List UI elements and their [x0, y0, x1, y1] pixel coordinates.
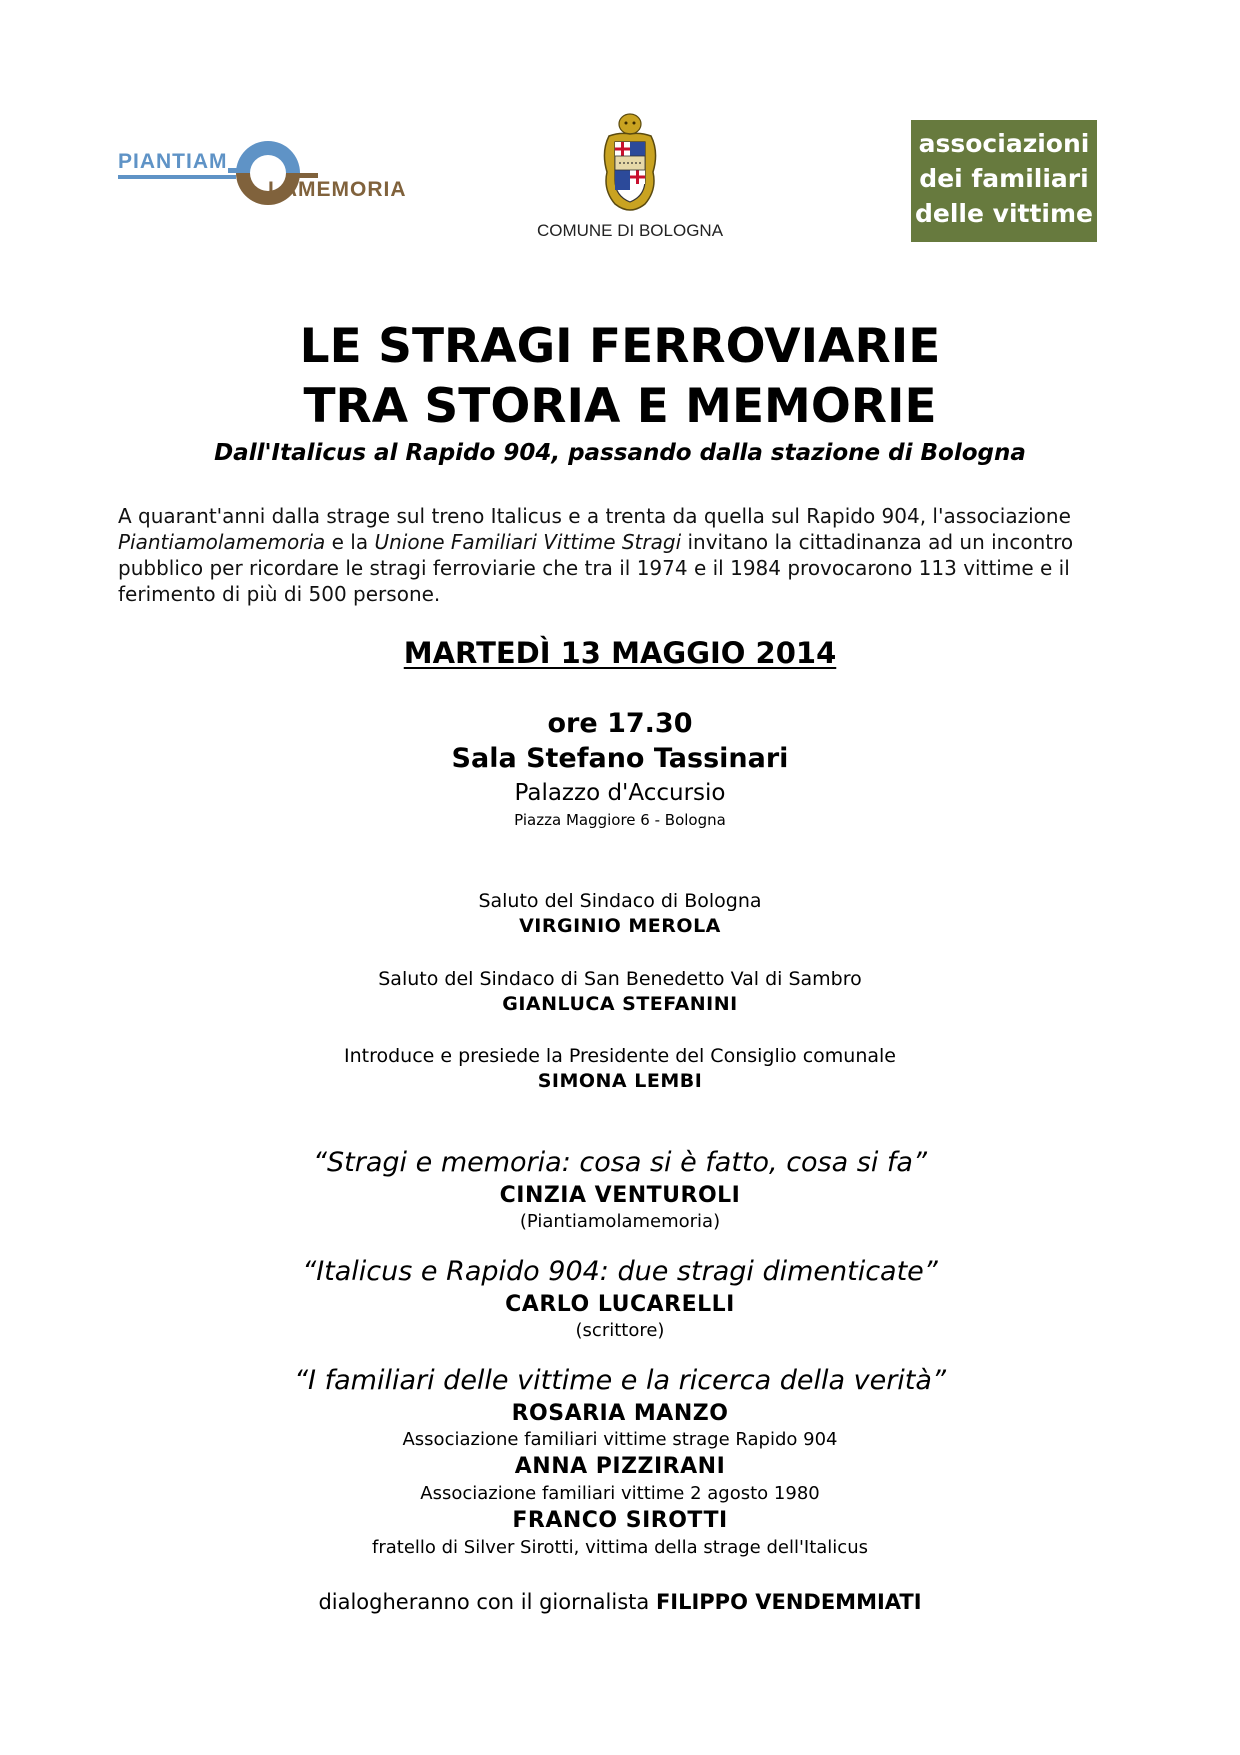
speaker-name: FRANCO SIROTTI	[512, 1508, 728, 1533]
logo-text-top: PIANTIAM	[118, 150, 228, 173]
comune-bologna-logo	[520, 112, 740, 247]
greeting-role: Saluto del Sindaco di Bologna	[478, 890, 762, 912]
speaker-affiliation: (scrittore)	[575, 1320, 665, 1341]
talk-title: “Stragi e memoria: cosa si è fatto, cosa si fa”	[313, 1147, 927, 1178]
speaker-affiliation: (Piantiamolamemoria)	[519, 1211, 721, 1232]
subtitle: Dall'Italicus al Rapido 904, passando dalla stazione di Bologna	[214, 440, 1026, 466]
logo-underline-blue	[118, 175, 236, 179]
event-building: Palazzo d'Accursio	[514, 780, 726, 806]
event-room: Sala Stefano Tassinari	[451, 743, 789, 774]
title-line-2: TRA STORIA E MEMORIE	[303, 379, 937, 434]
talk-title: “Italicus e Rapido 904: due stragi dimenticate”	[302, 1256, 938, 1287]
intro-line	[118, 529, 1128, 555]
greeting-name: VIRGINIO MEROLA	[519, 915, 721, 937]
speaker-name: CINZIA VENTUROLI	[499, 1183, 741, 1208]
speaker-affiliation: Associazione familiari vittime strage Rapido 904	[402, 1429, 838, 1450]
intro-paragraph	[118, 503, 1128, 607]
moderator-name: FILIPPO VENDEMMIATI	[655, 1590, 922, 1614]
intro-line: pubblico per ricordare le stragi ferroviarie che tra il 1974 e il 1984 provocarono 113 vittime e il	[118, 556, 1070, 580]
logo-line: dei familiari	[919, 164, 1089, 193]
speaker-affiliation: fratello di Silver Sirotti, vittima della strage dell'Italicus	[372, 1537, 868, 1558]
speaker-name: ANNA PIZZIRANI	[514, 1454, 726, 1479]
intro-text: e la	[325, 530, 375, 554]
associazioni-familiari-logo	[911, 120, 1097, 242]
intro-italic: Piantiamolamemoria	[118, 530, 326, 554]
event-address: Piazza Maggiore 6 - Bologna	[514, 811, 726, 829]
bologna-crest-icon	[595, 112, 665, 217]
greeting-name: SIMONA LEMBI	[537, 1070, 703, 1092]
speaker-name: CARLO LUCARELLI	[505, 1292, 735, 1317]
title-line-1: LE STRAGI FERROVIARIE	[299, 319, 941, 374]
logo-line: associazioni	[918, 129, 1090, 158]
event-time: ore 17.30	[547, 708, 693, 739]
closing-text: dialogheranno con il giornalista	[318, 1590, 656, 1614]
intro-text: invitano la cittadinanza ad un incontro	[681, 530, 1074, 554]
intro-line: ferimento di più di 500 persone.	[118, 582, 441, 606]
speaker-name: ROSARIA MANZO	[511, 1401, 729, 1426]
greeting-role: Saluto del Sindaco di San Benedetto Val di Sambro	[378, 968, 862, 990]
greeting-role: Introduce e presiede la Presidente del Consiglio comunale	[344, 1045, 896, 1067]
event-date: MARTEDÌ 13 MAGGIO 2014	[403, 636, 837, 670]
speaker-affiliation: Associazione familiari vittime 2 agosto 1980	[420, 1483, 820, 1504]
intro-italic: Unione Familiari Vittime Stragi	[374, 530, 682, 554]
logo-line: delle vittime	[915, 199, 1093, 228]
intro-line: A quarant'anni dalla strage sul treno Italicus e a trenta da quella sul Rapido 904, l'associazione	[118, 504, 1071, 528]
logo-text-bottom: LAMEMORIA	[268, 178, 407, 201]
greeting-name: GIANLUCA STEFANINI	[502, 993, 738, 1015]
bologna-label: COMUNE DI BOLOGNA	[536, 221, 724, 240]
talk-title: “I familiari delle vittime e la ricerca della verità”	[294, 1365, 946, 1396]
piantiamolamemoria-logo	[118, 138, 448, 208]
closing-line	[0, 1590, 1240, 1614]
